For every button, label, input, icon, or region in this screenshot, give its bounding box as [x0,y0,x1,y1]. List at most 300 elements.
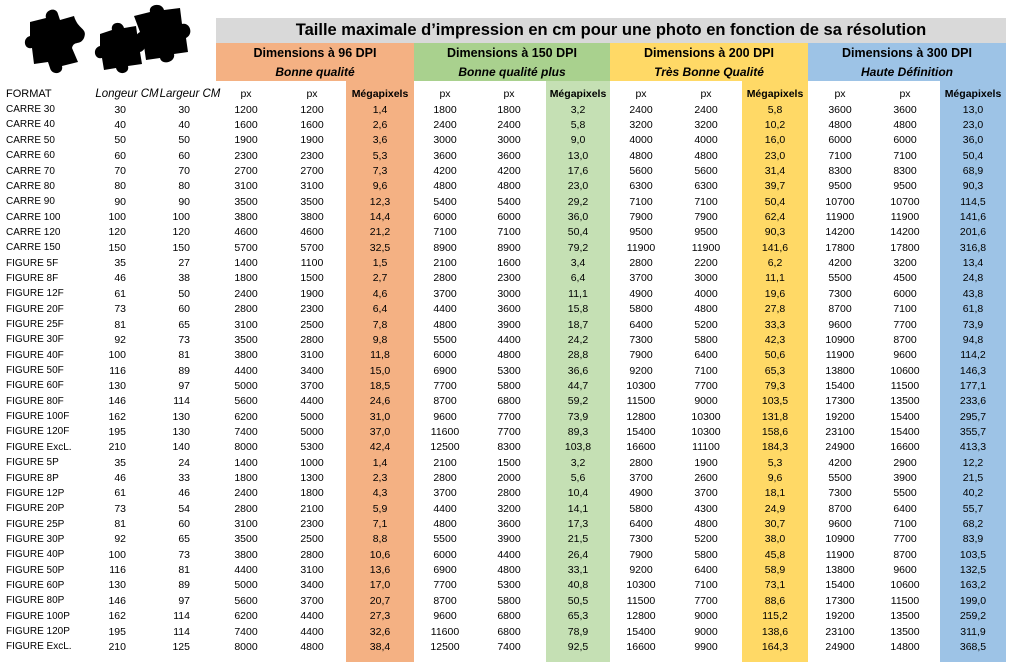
row-format: FIGURE 30F [6,334,64,346]
row-px-width: 17300 [825,594,855,607]
header-megapixels: Mégapixels [746,87,804,100]
row-px-width: 9500 [828,180,852,193]
row-px-width: 3500 [234,195,258,208]
row-longueur: 46 [114,272,126,285]
row-largeur: 114 [173,625,190,638]
row-megapixels: 89,3 [567,425,589,438]
row-px-width: 6000 [433,548,457,561]
row-longueur: 40 [114,118,126,131]
row-px-height: 2200 [694,257,718,270]
row-px-height: 2800 [497,487,521,500]
row-px-height: 1900 [300,287,324,300]
row-px-height: 5000 [300,410,324,423]
row-megapixels: 413,3 [959,441,987,454]
row-px-width: 5600 [629,165,653,178]
row-px-height: 5300 [497,579,521,592]
row-px-width: 6200 [234,610,258,623]
row-px-height: 17800 [890,241,920,254]
row-megapixels: 21,5 [567,533,589,546]
row-px-width: 23100 [825,425,855,438]
row-largeur: 33 [178,472,190,485]
row-px-width: 6900 [433,364,457,377]
row-px-height: 2900 [893,456,917,469]
row-megapixels: 9,8 [372,333,388,346]
row-largeur: 50 [178,287,190,300]
row-megapixels: 8,8 [372,533,388,546]
row-format: FIGURE 25P [6,518,65,530]
row-px-width: 4600 [234,226,258,239]
row-px-width: 6300 [629,180,653,193]
row-px-width: 8700 [433,395,457,408]
row-megapixels: 78,9 [567,625,589,638]
row-px-height: 5200 [694,533,718,546]
row-longueur: 146 [108,395,126,408]
row-px-width: 10700 [825,195,855,208]
row-px-width: 9600 [433,610,457,623]
row-longueur: 210 [108,640,126,653]
row-px-height: 2300 [300,149,324,162]
row-px-height: 3100 [300,349,324,362]
row-megapixels: 37,0 [369,425,391,438]
row-px-height: 8900 [497,241,521,254]
row-longueur: 116 [109,364,126,377]
row-px-height: 7700 [694,379,718,392]
row-megapixels: 50,4 [764,195,786,208]
row-px-height: 7100 [694,364,718,377]
row-px-height: 6000 [893,134,917,147]
row-px-height: 3200 [694,118,718,131]
row-megapixels: 103,8 [564,441,592,454]
row-px-height: 5600 [694,165,718,178]
row-format: FIGURE 100P [6,610,70,622]
row-px-height: 8700 [893,333,917,346]
row-px-width: 3100 [234,518,258,531]
row-megapixels: 27,8 [764,303,786,316]
row-megapixels: 17,0 [369,579,391,592]
row-px-height: 2300 [300,518,324,531]
row-px-width: 3200 [629,118,653,131]
row-longueur: 130 [108,579,126,592]
row-megapixels: 79,3 [764,379,786,392]
row-megapixels: 36,6 [567,364,589,377]
row-largeur: 65 [178,318,190,331]
row-px-height: 11900 [890,211,920,224]
row-px-height: 3700 [300,379,324,392]
row-px-width: 4900 [629,487,653,500]
dpi-group-subtitle: Très Bonne Qualité [610,63,808,81]
row-megapixels: 163,2 [959,579,987,592]
row-px-height: 4800 [497,180,521,193]
row-format: FIGURE ExcL. [6,441,72,453]
row-px-height: 2400 [497,118,521,131]
row-longueur: 116 [109,564,126,577]
row-longueur: 162 [108,410,126,423]
row-megapixels: 18,5 [369,379,391,392]
row-megapixels: 33,3 [764,318,786,331]
row-longueur: 61 [114,487,126,500]
row-px-width: 6400 [629,518,653,531]
row-megapixels: 18,1 [764,487,786,500]
row-px-width: 3800 [234,548,258,561]
row-largeur: 38 [178,272,190,285]
row-px-width: 3100 [234,318,258,331]
dpi-group-title: Dimensions à 150 DPI [414,43,610,63]
row-px-height: 4400 [497,548,521,561]
row-px-width: 5000 [234,579,258,592]
row-megapixels: 6,2 [767,257,783,270]
row-megapixels: 73,9 [567,410,589,423]
row-format: FIGURE ExcL. [6,641,72,653]
row-px-height: 9600 [893,349,917,362]
row-megapixels: 36,0 [567,211,589,224]
row-px-height: 5800 [694,333,718,346]
row-px-height: 1500 [497,456,521,469]
row-px-width: 15400 [626,625,656,638]
row-megapixels: 21,5 [962,472,984,485]
row-megapixels: 50,5 [567,594,589,607]
row-px-height: 3700 [300,594,324,607]
row-megapixels: 73,9 [962,318,984,331]
row-px-height: 4800 [694,303,718,316]
row-px-height: 6800 [497,610,521,623]
row-megapixels: 24,8 [962,272,984,285]
row-largeur: 27 [178,257,190,270]
row-megapixels: 7,3 [372,165,388,178]
row-px-width: 8700 [828,303,852,316]
header-px: px [899,87,911,100]
row-megapixels: 42,4 [369,441,391,454]
row-px-width: 3600 [433,149,457,162]
row-px-width: 11900 [825,349,855,362]
row-megapixels: 138,6 [761,625,789,638]
row-px-height: 4400 [300,625,324,638]
row-largeur: 24 [178,456,190,469]
row-px-width: 2800 [433,472,457,485]
header-longueur: Longeur CM [95,87,159,100]
row-px-height: 7100 [893,303,917,316]
row-format: FIGURE 50F [6,365,64,377]
row-largeur: 40 [178,118,190,131]
row-px-height: 2700 [300,165,324,178]
row-px-height: 7100 [893,518,917,531]
row-px-width: 6400 [629,318,653,331]
row-megapixels: 11,1 [765,272,785,285]
row-megapixels: 16,0 [764,134,786,147]
row-px-width: 5800 [629,502,653,515]
row-px-width: 11900 [825,548,855,561]
row-px-height: 7700 [893,318,917,331]
row-px-width: 7900 [629,548,653,561]
row-megapixels: 103,5 [959,548,987,561]
row-longueur: 30 [114,103,126,116]
header-megapixels: Mégapixels [549,87,607,100]
row-megapixels: 31,4 [764,165,786,178]
row-px-width: 5700 [234,241,258,254]
row-megapixels: 50,4 [567,226,589,239]
row-megapixels: 12,2 [962,456,984,469]
row-px-height: 9000 [694,395,718,408]
row-largeur: 50 [178,134,190,147]
row-px-width: 6000 [433,349,457,362]
row-longueur: 210 [108,441,126,454]
row-px-width: 19200 [825,610,855,623]
row-megapixels: 55,7 [962,502,984,515]
row-megapixels: 92,5 [567,640,589,653]
row-px-width: 3800 [234,349,258,362]
row-megapixels: 29,2 [567,195,589,208]
row-megapixels: 3,6 [372,134,388,147]
row-megapixels: 13,0 [962,103,984,116]
row-px-height: 4800 [497,564,521,577]
row-megapixels: 14,1 [567,502,589,515]
row-px-width: 8900 [433,241,457,254]
row-largeur: 80 [178,180,190,193]
row-format: FIGURE 100F [6,411,70,423]
row-px-width: 7300 [629,533,653,546]
row-megapixels: 259,2 [959,610,987,623]
row-px-height: 5800 [694,548,718,561]
row-px-width: 4400 [234,364,258,377]
row-px-width: 7400 [234,625,258,638]
row-px-height: 2400 [694,103,718,116]
row-megapixels: 158,6 [761,425,789,438]
row-megapixels: 61,8 [962,303,984,316]
row-px-width: 15400 [626,425,656,438]
row-px-width: 2400 [234,287,258,300]
header-format: FORMAT [6,87,52,100]
row-longueur: 150 [108,241,126,254]
row-px-height: 4300 [694,502,718,515]
row-px-width: 2100 [433,456,457,469]
row-largeur: 114 [173,395,190,408]
row-px-width: 4800 [433,318,457,331]
row-px-width: 11500 [626,594,656,607]
row-megapixels: 7,8 [372,318,388,331]
row-px-height: 7100 [497,226,521,239]
row-px-height: 5400 [497,195,521,208]
row-px-width: 1600 [234,118,258,131]
row-px-width: 5500 [433,333,457,346]
row-px-height: 9000 [694,610,718,623]
row-megapixels: 201,6 [959,226,987,239]
row-largeur: 65 [178,533,190,546]
row-format: FIGURE 120P [6,626,70,638]
row-longueur: 46 [114,472,126,485]
row-px-height: 3600 [497,149,521,162]
row-px-height: 3700 [694,487,718,500]
row-megapixels: 5,3 [372,149,388,162]
row-megapixels: 65,3 [567,610,589,623]
row-px-width: 2400 [629,103,653,116]
row-px-height: 1600 [497,257,521,270]
row-px-height: 7700 [694,594,718,607]
row-px-height: 2500 [300,318,324,331]
row-px-height: 14800 [890,640,920,653]
row-megapixels: 1,4 [372,103,388,116]
page-title: Taille maximale d’impression en cm pour une photo en fonction de sa résolution [216,18,1006,43]
row-megapixels: 15,0 [369,364,391,377]
row-px-width: 15400 [825,379,855,392]
row-format: CARRE 80 [6,180,55,192]
row-megapixels: 18,7 [567,318,589,331]
row-px-width: 11500 [626,395,656,408]
row-px-height: 5000 [300,425,324,438]
row-largeur: 140 [172,441,190,454]
row-format: CARRE 120 [6,226,61,238]
row-px-width: 24900 [825,640,855,653]
row-px-height: 4800 [694,149,718,162]
row-largeur: 30 [178,103,190,116]
row-longueur: 162 [108,610,126,623]
row-format: CARRE 100 [6,211,61,223]
row-px-width: 10900 [825,333,855,346]
row-px-width: 6900 [433,564,457,577]
row-px-width: 2800 [234,303,258,316]
row-largeur: 60 [178,303,190,316]
row-px-height: 9900 [694,640,718,653]
row-format: FIGURE 30P [6,533,65,545]
row-longueur: 146 [108,594,126,607]
row-px-height: 3200 [893,257,917,270]
row-px-height: 7900 [694,211,718,224]
row-px-width: 1400 [234,456,258,469]
row-px-height: 7400 [497,640,521,653]
row-px-height: 1900 [300,134,324,147]
row-megapixels: 33,1 [567,564,589,577]
row-megapixels: 7,1 [372,518,388,531]
row-px-width: 7100 [629,195,653,208]
row-format: CARRE 60 [6,150,55,162]
row-px-height: 8300 [497,441,521,454]
row-megapixels: 24,6 [369,395,391,408]
row-px-height: 11500 [890,379,920,392]
header-px: px [240,87,252,100]
row-px-height: 1300 [300,472,324,485]
row-megapixels: 10,4 [567,487,589,500]
row-px-height: 6000 [893,287,917,300]
row-px-width: 3800 [234,211,258,224]
row-format: FIGURE 12F [6,288,64,300]
dpi-group-subtitle: Haute Définition [808,63,1006,81]
row-px-height: 4400 [300,395,324,408]
row-megapixels: 20,7 [369,594,391,607]
row-px-width: 17300 [825,395,855,408]
row-px-width: 5400 [433,195,457,208]
row-px-width: 11900 [825,211,855,224]
row-px-width: 4200 [828,257,852,270]
row-px-width: 14200 [825,226,855,239]
row-px-height: 6800 [497,625,521,638]
row-megapixels: 184,3 [761,441,789,454]
row-px-width: 2100 [433,257,457,270]
dpi-group-subtitle: Bonne qualité [216,63,414,81]
row-px-height: 13500 [890,625,920,638]
row-megapixels: 5,8 [570,118,586,131]
row-longueur: 195 [108,625,126,638]
row-px-height: 4800 [497,349,521,362]
row-format: FIGURE 20P [6,503,65,515]
row-px-width: 4400 [433,502,457,515]
row-longueur: 60 [114,149,126,162]
row-px-width: 5000 [234,379,258,392]
row-px-height: 4800 [694,518,718,531]
row-px-height: 6400 [694,349,718,362]
row-megapixels: 4,3 [372,487,388,500]
row-megapixels: 3,4 [570,257,586,270]
row-megapixels: 40,8 [567,579,589,592]
row-megapixels: 11,1 [568,287,588,300]
header-px: px [306,87,318,100]
row-px-width: 3700 [629,272,653,285]
row-px-width: 3500 [234,333,258,346]
row-px-height: 7100 [694,195,718,208]
row-megapixels: 10,6 [369,548,391,561]
row-px-width: 2300 [234,149,258,162]
row-format: FIGURE 12P [6,487,65,499]
row-px-width: 11600 [430,425,460,438]
row-megapixels: 12,3 [369,195,391,208]
row-longueur: 80 [114,180,126,193]
row-px-height: 7100 [694,579,718,592]
row-px-height: 1800 [300,487,324,500]
row-format: CARRE 150 [6,242,61,254]
row-px-height: 2800 [300,333,324,346]
row-megapixels: 62,4 [764,211,786,224]
row-largeur: 90 [178,195,190,208]
row-px-height: 6400 [893,502,917,515]
row-px-width: 1200 [234,103,258,116]
row-px-height: 16600 [890,441,920,454]
row-megapixels: 83,9 [962,533,984,546]
row-largeur: 120 [172,226,190,239]
row-px-width: 4200 [433,165,457,178]
row-largeur: 60 [178,518,190,531]
row-format: FIGURE 80F [6,395,64,407]
row-px-width: 4800 [828,118,852,131]
row-px-width: 4400 [433,303,457,316]
row-px-height: 8700 [893,548,917,561]
row-format: CARRE 40 [6,119,55,131]
row-longueur: 100 [108,349,126,362]
row-px-width: 8000 [234,640,258,653]
row-px-width: 7100 [433,226,457,239]
row-megapixels: 19,6 [764,287,786,300]
row-megapixels: 68,2 [962,518,984,531]
row-megapixels: 94,8 [962,333,984,346]
row-megapixels: 23,0 [962,118,984,131]
row-megapixels: 4,6 [372,287,388,300]
row-longueur: 35 [114,257,126,270]
row-megapixels: 15,8 [567,303,589,316]
row-largeur: 46 [178,487,190,500]
row-px-height: 5300 [300,441,324,454]
row-px-width: 7700 [433,579,457,592]
row-px-width: 4400 [234,564,258,577]
row-megapixels: 68,9 [962,165,984,178]
row-px-height: 7700 [497,410,521,423]
row-megapixels: 6,4 [570,272,586,285]
row-px-height: 3900 [497,533,521,546]
row-px-height: 2100 [300,502,324,515]
row-px-height: 5300 [497,364,521,377]
row-longueur: 92 [114,533,126,546]
row-largeur: 97 [178,379,190,392]
row-megapixels: 23,0 [567,180,589,193]
row-largeur: 89 [178,579,190,592]
row-megapixels: 10,2 [764,118,786,131]
row-px-width: 5600 [234,594,258,607]
row-px-width: 3500 [234,533,258,546]
